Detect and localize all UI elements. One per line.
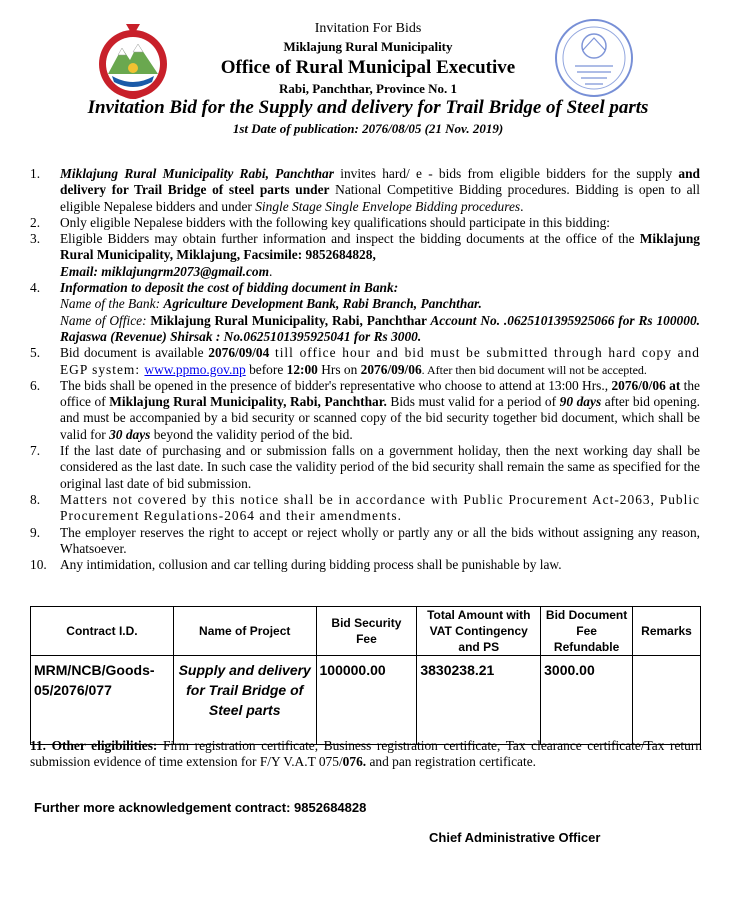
list-item [30,231,700,280]
item-text: Eligible Bidders may obtain further information and inspect the bidding documents at the office of the Miklajung Rural Municipality, Miklajung, Facsimile: 9852684828, Email: miklajungrm2073@gmail.com. [60,231,700,279]
acknowledgement-contact: Further more acknowledgement contract: 9852684828 [34,800,367,815]
column-header: Name of Project [173,607,316,656]
bid-security-cell: 100000.00 [316,656,417,745]
contract-id-cell: MRM/NCB/Goods-05/2076/077 [31,656,174,745]
item-text: If the last date of purchasing and or submission falls on a government holiday, then the next working day shall be considered as the last date. In such case the validity period of the bid security shall remain the same as specified for the original last date of bid submission. [60,443,700,491]
column-header: Remarks [633,607,701,656]
list-item [30,166,700,215]
list-item [30,557,700,573]
column-header: Contract I.D. [31,607,174,656]
project-name-cell: Supply and delivery for Trail Bridge of Steel parts [173,656,316,745]
item-text: Only eligible Nepalese bidders with the following key qualifications should participate in this bidding: [60,214,611,230]
list-item [30,492,700,525]
office-address: Rabi, Panchthar, Province No. 1 [278,81,458,96]
item-number: 5. [30,345,41,361]
item-number: 9. [30,524,41,540]
total-amount-cell: 3830238.21 [417,656,541,745]
notice-type: Invitation For Bids [314,21,422,36]
notice-body [30,166,700,573]
item-number: 2. [30,214,41,230]
column-header: Total Amount with VAT Contingency and PS [417,607,541,656]
list-item [30,525,700,558]
municipality-name: Miklajung Rural Municipality [283,39,453,54]
office-name: Office of Rural Municipal Executive [220,57,516,78]
bid-doc-fee-cell: 3000.00 [541,656,633,745]
remarks-cell [633,656,701,745]
item-text: Bid document is available 2076/09/04 till office hour and bid must be submitted through hard copy and EGP system: www.ppmo.gov.np before 12:00 Hrs on 2076/09/06. After then bid document will not be accepted. [60,345,700,377]
item-number: 3. [30,231,41,247]
item-number: 1. [30,166,41,181]
item-text: Miklajung Rural Municipality Rabi, Panchthar invites hard/ e - bids from eligible bidders for the supply and delivery for Trail Bridge of steel parts under National Competitive Bidding procedures. Bidding is open to all eligible Nepalese bidders and under Single Stage Single Envelope Bidding procedures. [60,166,700,214]
item-text: Any intimidation, collusion and car telling during bidding process shall be punishable by law. [60,557,562,573]
item-text: The bids shall be opened in the presence of bidder's representative who choose to attend at 13:00 Hrs., 2076/0/06 at the office of Miklajung Rural Municipality, Rabi, Panchthar. Bids must valid for a period of 90 days after bid opening. and must be accompanied by a bid security or scanned copy of the bid security together bid document, which shall be valid for 30 days beyond the validity period of the bid. [60,377,700,442]
list-item [30,443,700,492]
publication-date: 1st Date of publication: 2076/08/05 (21 Nov. 2019) [232,121,504,136]
signatory: Chief Administrative Officer [429,830,601,845]
item-number: 8. [30,491,41,507]
table-header-row [31,607,701,656]
page-title: Invitation Bid for the Supply and delivery for Trail Bridge of Steel parts [87,97,649,118]
item-text: The employer reserves the right to accept or reject wholly or partly any or all the bids without assigning any reason, Whatsoever. [60,524,700,556]
list-item [30,280,700,345]
item-number: 7. [30,443,41,459]
ppmo-link[interactable]: www.ppmo.gov.np [144,361,246,377]
list-item [30,378,700,443]
item-text: Matters not covered by this notice shall be in accordance with Public Procurement Act-2063, Public Procurement Regulations-2064 and their amendments. [60,491,700,524]
list-item [30,345,700,378]
column-header: Bid Security Fee [316,607,417,656]
item-number: 10. [30,557,47,573]
table-row [31,656,701,745]
item-text: Information to deposit the cost of bidding document in Bank: Name of the Bank: Agriculture Development Bank, Rabi Branch, Panchthar. Name of Office: Miklajung Rural Municipality, Rabi, Panchthar Account No. .0625101395925066 for Rs 100000. Rajaswa (Revenue) Shirsak : No.0625101395925041 for Rs 3000. [60,280,700,344]
bid-table [30,606,701,745]
other-eligibilities: 11. Other eligibilities: Firm registration certificate, Business registration certificate, Tax clearance certificate/Tax return submission evidence of time extension for F/Y V.A.T 075/076. and pan registration certificate. [30,738,702,770]
column-header: Bid Document Fee Refundable [541,607,633,656]
list-item [30,215,700,231]
item-number: 6. [30,377,41,393]
item-number: 4. [30,280,41,296]
